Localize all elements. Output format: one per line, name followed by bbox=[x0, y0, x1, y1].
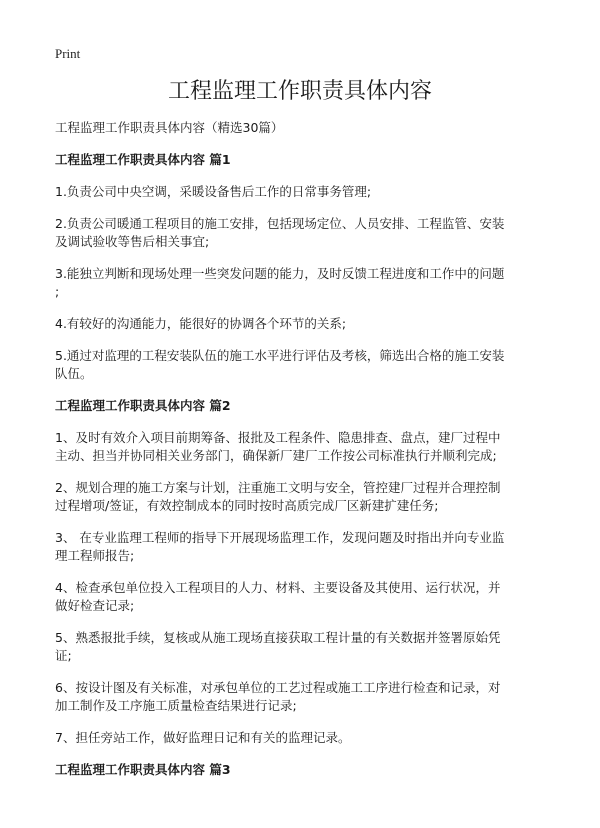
document-body bbox=[55, 119, 575, 793]
paragraph-line: 做好检查记录; bbox=[55, 598, 135, 613]
paragraph bbox=[55, 265, 575, 301]
paragraph-line: ; bbox=[55, 284, 60, 299]
paragraph bbox=[55, 629, 575, 665]
paragraph-line: 及调试验收等售后相关事宜; bbox=[55, 234, 210, 249]
paragraph-line: 3.能独立判断和现场处理一些突发问题的能力，及时反馈工程进度和工作中的问题 bbox=[55, 266, 505, 281]
paragraph-line: 过程增项/签证，有效控制成本的同时按时高质完成厂区新建扩建任务; bbox=[55, 498, 439, 513]
paragraph-line: 理工程师报告; bbox=[55, 548, 135, 563]
paragraph-line: 6、按设计图及有关标准，对承包单位的工艺过程或施工工序进行检查和记录，对 bbox=[55, 680, 501, 695]
section-heading: 工程监理工作职责具体内容 篇3 bbox=[55, 762, 231, 777]
paragraph bbox=[55, 183, 575, 201]
paragraph bbox=[55, 679, 575, 715]
document-subtitle: 工程监理工作职责具体内容（精选30篇） bbox=[55, 120, 284, 135]
page-title: 工程监理工作职责具体内容 bbox=[167, 79, 432, 104]
paragraph-line: 1.负责公司中央空调，采暖设备售后工作的日常事务管理; bbox=[55, 184, 372, 199]
paragraph-line: 2.负责公司暖通工程项目的施工安排，包括现场定位、人员安排、工程监管、安装 bbox=[55, 216, 505, 231]
paragraph bbox=[55, 347, 575, 383]
paragraph bbox=[55, 315, 575, 333]
paragraph bbox=[55, 579, 575, 615]
paragraph-line: 证; bbox=[55, 648, 72, 663]
paragraph-line: 5.通过对监理的工程安装队伍的施工水平进行评估及考核，筛选出合格的施工安装 bbox=[55, 348, 505, 363]
section-heading: 工程监理工作职责具体内容 篇1 bbox=[55, 152, 231, 167]
paragraph-line: 5、熟悉报批手续，复核或从施工现场直接获取工程计量的有关数据并签署原始凭 bbox=[55, 630, 501, 645]
paragraph-line: 3、 在专业监理工程师的指导下开展现场监理工作，发现问题及时指出并向专业监 bbox=[55, 530, 505, 545]
paragraph-line: 主动、担当并协同相关业务部门，确保新厂建厂工作按公司标准执行并顺利完成; bbox=[55, 448, 497, 463]
print-link[interactable]: Print bbox=[55, 46, 81, 61]
paragraph-line: 4.有较好的沟通能力，能很好的协调各个环节的关系; bbox=[55, 316, 347, 331]
paragraph bbox=[55, 429, 575, 465]
paragraph-line: 2、规划合理的施工方案与计划，注重施工文明与安全，管控建厂过程并合理控制 bbox=[55, 480, 501, 495]
paragraph bbox=[55, 215, 575, 251]
paragraph-line: 1、及时有效介入项目前期筹备、报批及工程条件、隐患排查、盘点，建厂过程中 bbox=[55, 430, 501, 445]
sections bbox=[55, 151, 575, 779]
paragraph bbox=[55, 479, 575, 515]
paragraph-line: 7、担任旁站工作，做好监理日记和有关的监理记录。 bbox=[55, 730, 351, 745]
paragraph bbox=[55, 529, 575, 565]
section-heading: 工程监理工作职责具体内容 篇2 bbox=[55, 398, 231, 413]
paragraph bbox=[55, 729, 575, 747]
paragraph-line: 4、检查承包单位投入工程项目的人力、材料、主要设备及其使用、运行状况，并 bbox=[55, 580, 501, 595]
paragraph-line: 队伍。 bbox=[55, 366, 93, 381]
paragraph-line: 加工制作及工序施工质量检查结果进行记录; bbox=[55, 698, 297, 713]
